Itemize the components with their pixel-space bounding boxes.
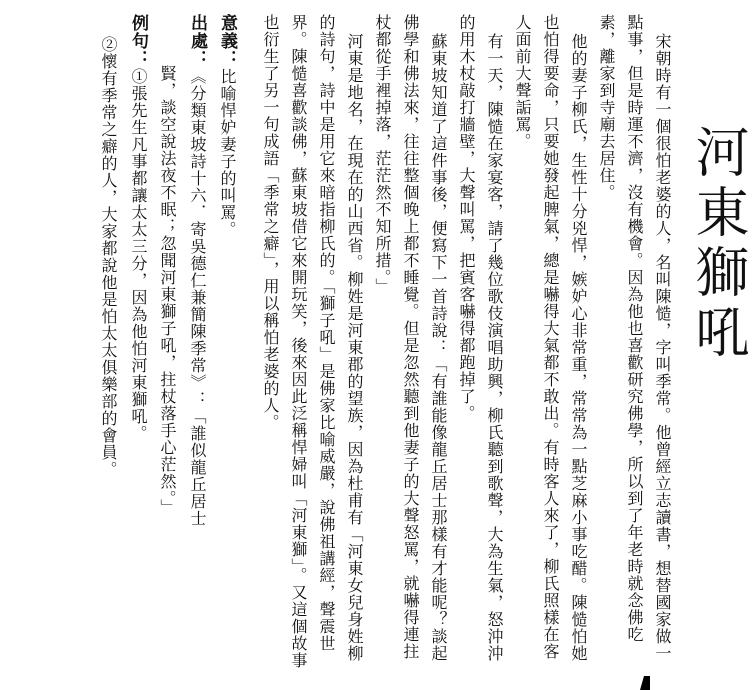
story-paragraph: 他的妻子柳氏，生性十分兇悍，嫉妒心非常重，常常為一點芝麻小事吃醋。陳慥怕她也怕得要命，只要她發起脾氣，總是嚇得大氣都不敢出。有時客人來了，柳氏照樣在客人面前大聲詬罵。 bbox=[513, 14, 588, 663]
source-text: 《分類東坡詩十六．寄吳德仁兼簡陳季常》：「誰似龍丘居士 bbox=[188, 68, 207, 527]
example-text: ①張先生凡事都讓太太三分，因為他怕河東獅吼。 bbox=[129, 68, 148, 442]
story-paragraph: 蘇東坡知道了這件事後，便寫下一首詩說：「有誰能像龍丘居士那樣有才能呢？談起佛學和佛法來，往往整個晚上都不睡覺。但是忽然聽到他妻子的大聲怒罵，就嚇得連拄杖都從手裡掉落，茫茫然不知所措。」 bbox=[373, 14, 448, 663]
example-row bbox=[123, 14, 153, 674]
story-body bbox=[256, 14, 676, 674]
story-paragraph: 河東是地名，在現在的山西省。柳姓是河東郡的望族，因為杜甫有「河東女兒身姓柳的詩句，詩中是用它來暗指柳氏的。「獅子吼」是佛家比喻威嚴，說佛祖講經，聲震世界。陳慥喜歡談佛，蘇東坡借它來開玩笑，後來因此泛稱悍婦叫「河東獅」。又這個故事也衍生了另一句成語「季常之癖」，用以稱怕老婆的人。 bbox=[261, 14, 364, 669]
meaning-text: 比喻悍妒妻子的叫罵。 bbox=[218, 68, 237, 238]
example-label: 例句： bbox=[128, 14, 148, 68]
meaning-row bbox=[212, 14, 242, 674]
page-corner-mark bbox=[640, 676, 650, 690]
page-title: 河東獅吼 bbox=[687, 124, 750, 364]
story-paragraph: 有一天，陳慥在家宴客，請了幾位歌伎演唱助興，柳氏聽到歌聲，大為生氣，怒沖沖的用木杖敲打牆壁，大聲叫罵，把賓客嚇得都跑掉了。 bbox=[457, 14, 504, 663]
story-paragraph: 宋朝時有一個很怕老婆的人，名叫陳慥，字叫季常。他曾經立志讀書，想替國家做一點事，但是時運不濟，沒有機會。因為他也喜歡研究佛學，所以到了年老時就念佛吃素，離家到寺廟去居住。 bbox=[597, 14, 672, 663]
notes-section bbox=[94, 14, 242, 674]
meaning-label: 意義： bbox=[217, 14, 237, 68]
source-continuation: 賢，談空說法夜不眠；忽聞河東獅子吼，拄杖落手心茫然。」 bbox=[158, 65, 177, 517]
source-label: 出處： bbox=[187, 14, 207, 68]
source-row bbox=[182, 14, 212, 674]
example-text: ②懷有季常之癖的人，大家都說他是怕太太俱樂部的會員。 bbox=[99, 36, 118, 479]
